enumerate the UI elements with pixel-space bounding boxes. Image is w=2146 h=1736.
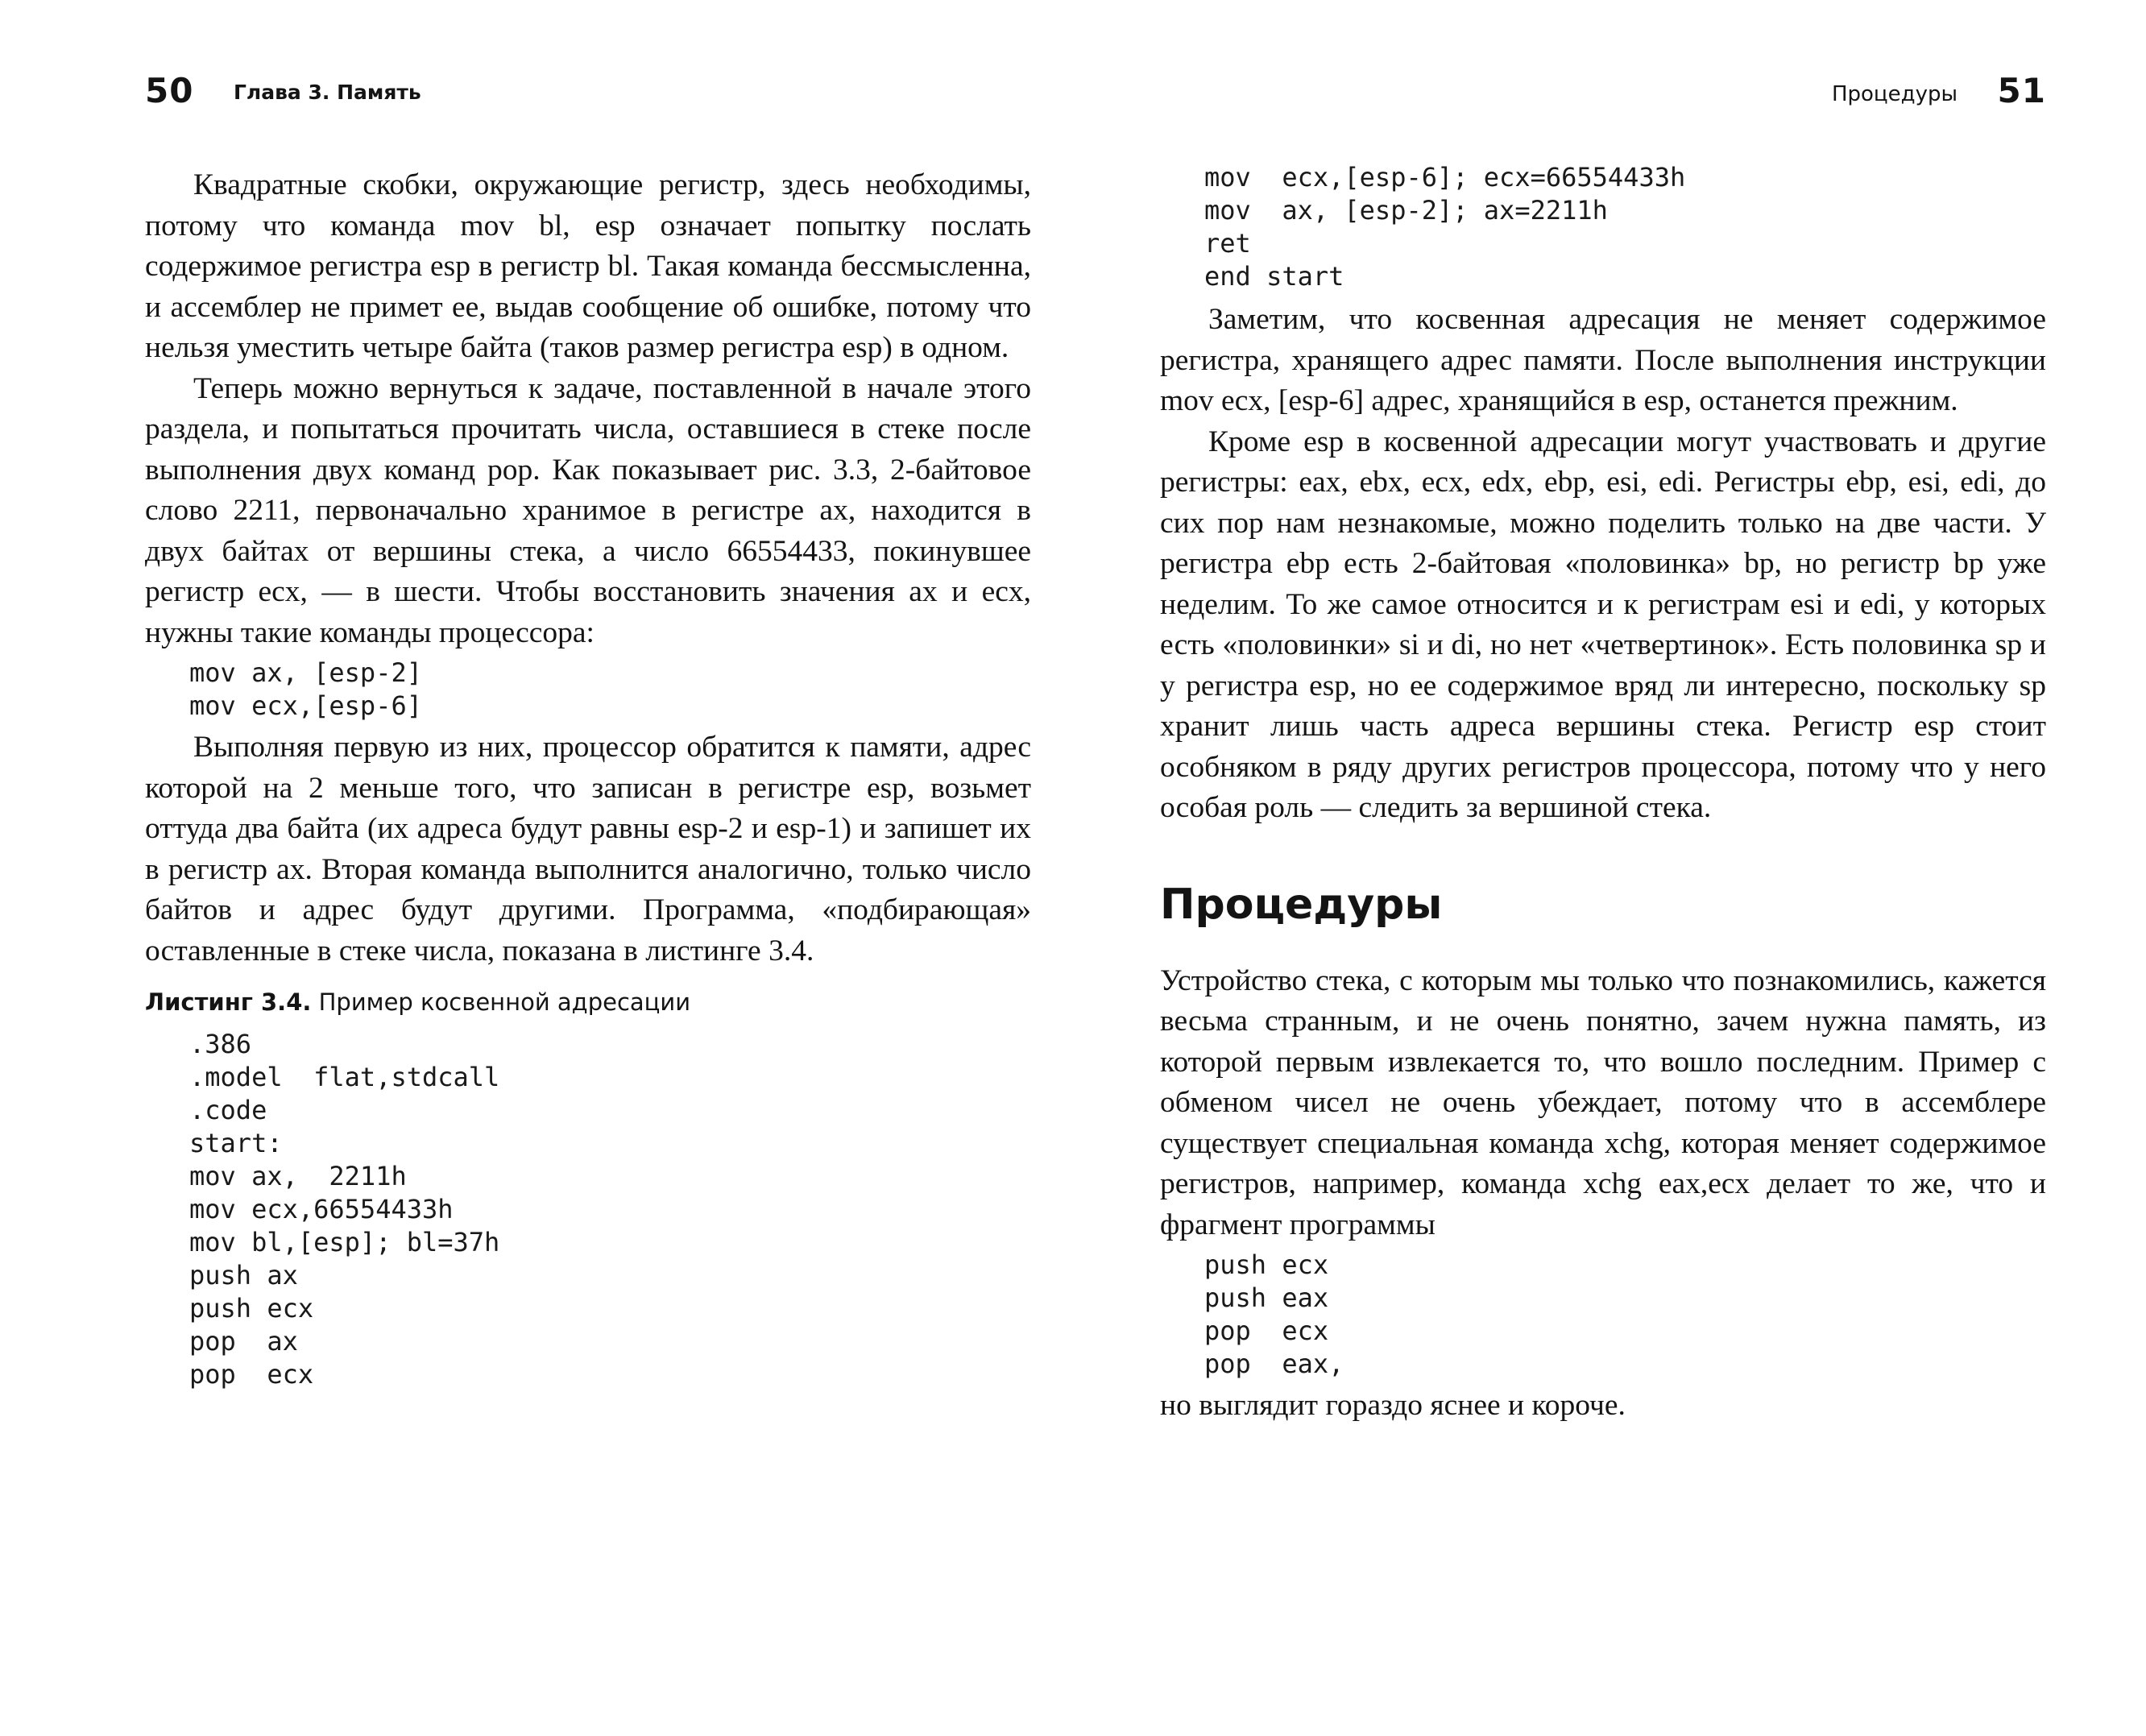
left-running-head <box>145 71 1031 111</box>
right-page <box>1160 0 2046 1736</box>
left-chapter-title: Глава 3. Память <box>234 81 421 104</box>
left-page-body <box>145 165 1031 1391</box>
right-paragraph-2: Кроме esp в косвенной адресации могут участвовать и другие регистры: eax, ebx, ecx, edx, ebp, esi, edi. Регистры ebp, esi, edi, до сих пор нам незнакомые, можно поделить только на две части. У регистра ebp есть 2-байтовая «половинка» bp, но регистр bp уже неделим. То же самое относится и к регистрам esi и edi, у которых есть «половинки» si и di, но нет «четвертинок». Есть половинка sp и у регистра esp, но ее содержимое вряд ли интересно, поскольку sp хранит лишь часть адреса вершины стека. Регистр esp стоит особняком в ряду других регистров процессора, потому что у него особая роль — следить за вершиной стека. <box>1160 425 2046 824</box>
listing-caption <box>145 986 1031 1018</box>
right-page-body <box>1160 161 2046 1427</box>
right-paragraph-1: Заметим, что косвенная адресация не меняет содержимое регистра, хранящего адрес памяти. После выполнения инструкции mov ecx, [esp-6] адрес, хранящийся в esp, останется прежним. <box>1160 303 2046 417</box>
listing-continuation-code: mov ecx,[esp-6]; ecx=66554433h mov ax, [esp-2]; ax=2211h ret end start <box>1204 162 1686 292</box>
right-paragraph-4: но выглядит гораздо яснее и короче. <box>1160 1389 1626 1422</box>
left-paragraph-2: Теперь можно вернуться к задаче, поставленной в начале этого раздела, и попытаться прочитать числа, оставшиеся в стеке после выполнения двух команд pop. Как показывает рис. 3.3, 2-байтовое слово 2211, первоначально хранимое в регистре ax, находится в двух байтах от вершины стека, а число 66554433, покинувшее регистр ecx, — в шести. Чтобы восстановить значения ax и ecx, нужны такие команды процессора: <box>145 371 1031 649</box>
left-page-number: 50 <box>145 71 194 110</box>
listing-3-4-code: .386 .model flat,stdcall .code start: mov ax, 2211h mov ecx,66554433h mov bl,[esp]; bl=37h push ax push ecx pop ax pop ecx <box>189 1029 500 1390</box>
right-running-head <box>1160 71 2046 111</box>
listing-title: Пример косвенной адресации <box>318 988 691 1016</box>
section-heading: Процедуры <box>1160 880 1443 929</box>
code-snippet-1: mov ax, [esp-2] mov ecx,[esp-6] <box>189 657 422 721</box>
code-snippet-2: push ecx push eax pop ecx pop eax, <box>1204 1249 1344 1379</box>
right-paragraph-3: Устройство стека, с которым мы только что познакомились, кажется весьма странным, и не очень понятно, зачем нужна память, из которой первым извлекается то, что вошло последним. Пример с обменом чисел не очень убеждает, потому что в ассемблере существует специальная команда xchg, которая меняет содержимое регистров, например, команда xchg eax,ecx делает то же, что и фрагмент программы <box>1160 963 2046 1241</box>
left-paragraph-3: Выполняя первую из них, процессор обратится к памяти, адрес которой на 2 меньше того, что записан в регистре esp, возьмет оттуда два байта (их адреса будут равны esp-2 и esp-1) и запишет их в регистр ax. Вторая команда выполнится аналогично, только число байтов и адрес будут другими. Программа, «подбирающая» оставленные в стеке числа, показана в листинге 3.4. <box>145 731 1031 967</box>
listing-label: Листинг 3.4. <box>145 988 312 1016</box>
left-page <box>145 0 1031 1736</box>
right-section-title: Процедуры <box>1831 82 1958 106</box>
right-page-number: 51 <box>1997 71 2046 110</box>
left-paragraph-1: Квадратные скобки, окружающие регистр, здесь необходимы, потому что команда mov bl, esp означает попытку послать содержимое регистра esp в регистр bl. Такая команда бессмысленна, и ассемблер не примет ее, выдав сообщение об ошибке, потому что нельзя уместить четыре байта (таков размер регистра esp) в одном. <box>145 168 1031 364</box>
